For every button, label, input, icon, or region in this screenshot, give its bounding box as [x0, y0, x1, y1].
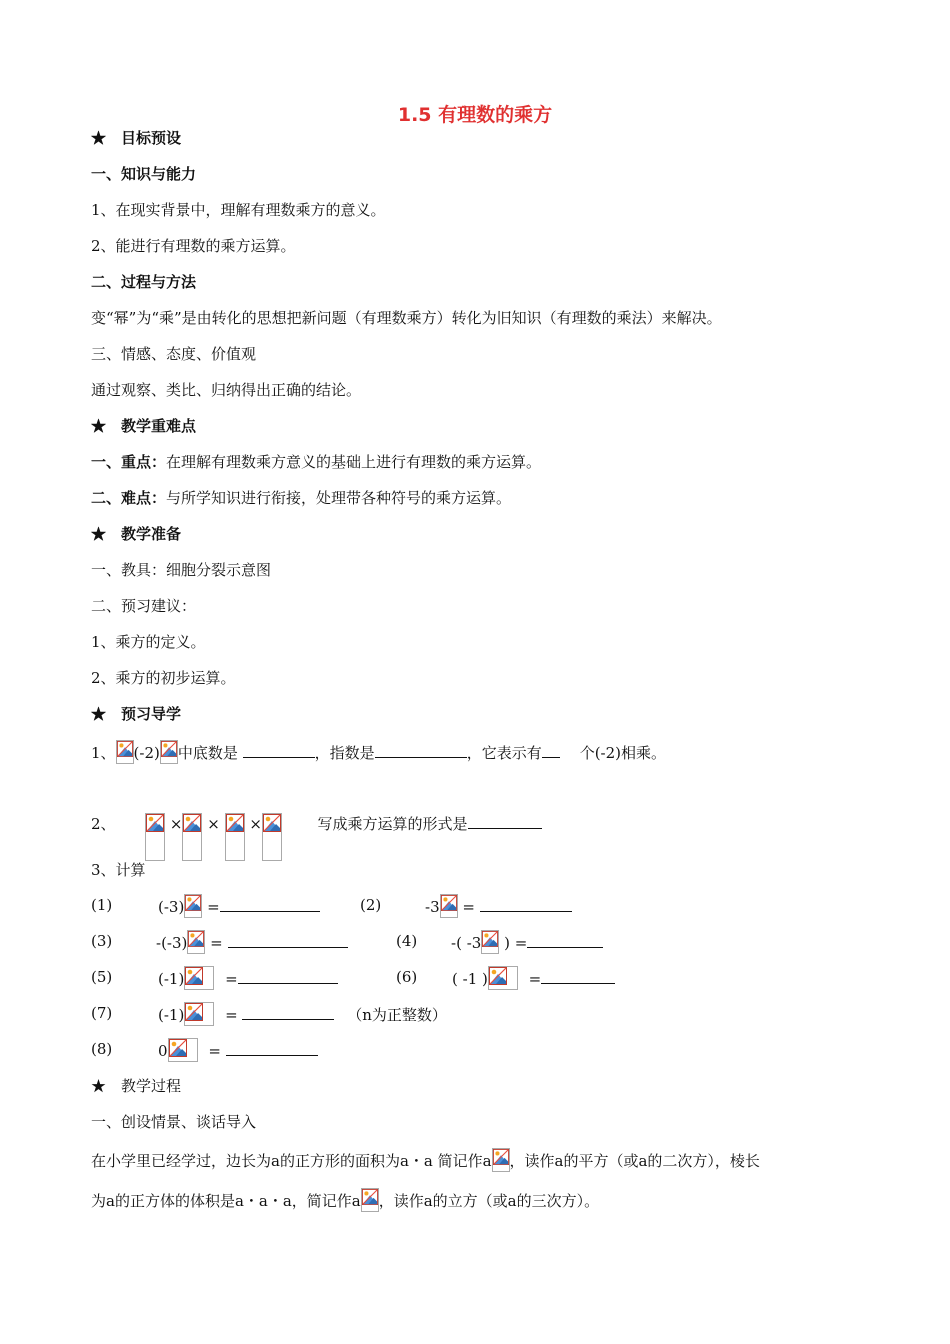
calc-expression: (-3) = — [158, 894, 320, 918]
broken-image-icon — [116, 740, 134, 764]
answer-blank[interactable] — [541, 967, 615, 984]
q1-prefix: 1、 — [91, 744, 116, 762]
broken-image-icon — [160, 740, 178, 764]
answer-blank[interactable] — [226, 1039, 318, 1056]
calc-expression: -3 = — [425, 894, 572, 918]
q1-rep: ，它表示有 — [466, 744, 542, 762]
intro-paragraph-line-1: 在小学里已经学过，边长为a的正方形的面积为a・a 简记作a ，读作a的平方（或a的二次方），棱长 — [91, 1148, 760, 1172]
answer-blank[interactable] — [542, 741, 560, 758]
times-sign: × — [169, 815, 183, 833]
preview-heading: ★ 预习导学 — [91, 705, 182, 723]
calc-expression: (-1) = （n为正整数） — [158, 1002, 447, 1026]
broken-image-icon — [184, 966, 214, 990]
answer-blank[interactable] — [468, 812, 542, 829]
broken-image-icon — [184, 894, 202, 918]
prep-item-2: 二、预习建议： — [91, 597, 197, 615]
key-point-row — [91, 452, 541, 472]
page-title: 1.5 有理数的乘方 — [397, 104, 553, 126]
prep-item-3: 1、乘方的定义。 — [91, 633, 206, 651]
answer-blank[interactable] — [220, 895, 320, 912]
q3-heading: 3、计算 — [91, 861, 146, 879]
q1-exp: ，指数是 — [314, 744, 375, 762]
broken-image-icon — [440, 894, 458, 918]
broken-image-icon — [481, 930, 499, 954]
prep-item-1: 一、教具：细胞分裂示意图 — [91, 561, 272, 579]
knowledge-heading: 一、知识与能力 — [91, 165, 197, 183]
q2-prefix: 2、 — [91, 815, 116, 833]
goals-heading: ★ 目标预设 — [91, 129, 182, 147]
prep-item-4: 2、乘方的初步运算。 — [91, 669, 236, 687]
calc-expression: (-1) = — [158, 966, 338, 990]
calc-number: (4) — [396, 932, 418, 950]
broken-image-icon — [168, 1038, 198, 1062]
key-point-text: 在理解有理数乘方意义的基础上进行有理数的乘方运算。 — [166, 453, 542, 471]
calc-number: (2) — [360, 896, 382, 914]
calc-number: (6) — [396, 968, 418, 986]
intro-paragraph-line-2: 为a的正方体的体积是a・a・a，简记作a ，读作a的立方（或a的三次方）。 — [91, 1188, 599, 1212]
answer-blank[interactable] — [228, 931, 348, 948]
key-point-label: 一、重点： — [91, 453, 167, 471]
calc-number: (5) — [91, 968, 113, 986]
calc-expression: -(-3) = — [156, 930, 348, 954]
broken-image-icon — [184, 1002, 214, 1026]
q1-mid: 中底数是 — [177, 744, 238, 762]
answer-blank[interactable] — [242, 1003, 334, 1020]
emotion-text: 通过观察、类比、归纳得出正确的结论。 — [91, 381, 362, 399]
broken-image-icon — [262, 813, 282, 861]
difficulty-label: 二、难点： — [91, 489, 167, 507]
process-text: 变“幂”为“乘”是由转化的思想把新问题（有理数乘方）转化为旧知识（有理数的乘法）来解决。 — [91, 309, 722, 327]
calc-number: (8) — [91, 1040, 113, 1058]
times-sign: × — [207, 815, 220, 833]
calc-number: (7) — [91, 1004, 113, 1022]
process-heading: 二、过程与方法 — [91, 273, 197, 291]
difficulty-row — [91, 488, 511, 508]
question-1 — [91, 740, 666, 764]
broken-image-icon — [145, 813, 165, 861]
broken-image-icon — [225, 813, 245, 861]
answer-blank[interactable] — [480, 895, 572, 912]
question-2 — [91, 812, 542, 861]
emotion-heading: 三、情感、态度、价值观 — [91, 345, 257, 363]
calc-number: (3) — [91, 932, 113, 950]
knowledge-item-2: 2、能进行有理数的乘方运算。 — [91, 237, 296, 255]
answer-blank[interactable] — [243, 741, 315, 758]
broken-image-icon — [492, 1148, 510, 1172]
knowledge-item-1: 1、在现实背景中，理解有理数乘方的意义。 — [91, 201, 386, 219]
answer-blank[interactable] — [238, 967, 338, 984]
process-main-heading: ★ 教学过程 — [91, 1077, 182, 1095]
calc-expression: -( -3 ) = — [451, 930, 603, 954]
prep-heading: ★ 教学准备 — [91, 525, 182, 543]
answer-blank[interactable] — [527, 931, 603, 948]
answer-blank[interactable] — [375, 741, 467, 758]
calc-expression: 0 = — [158, 1038, 318, 1062]
difficulty-text: 与所学知识进行衔接，处理带各种符号的乘方运算。 — [166, 489, 512, 507]
broken-image-icon — [182, 813, 202, 861]
intro-heading: 一、创设情景、谈话导入 — [91, 1113, 257, 1131]
broken-image-icon — [488, 966, 518, 990]
broken-image-icon — [187, 930, 205, 954]
times-sign: × — [249, 815, 262, 833]
q1-base: (-2) — [133, 744, 160, 762]
q1-end: 个(-2)相乘。 — [579, 744, 667, 762]
broken-image-icon — [361, 1188, 379, 1212]
calc-expression: ( -1 ) = — [452, 966, 615, 990]
key-heading: ★ 教学重难点 — [91, 417, 197, 435]
calc-number: (1) — [91, 896, 113, 914]
q2-text: 写成乘方运算的形式是 — [317, 815, 468, 833]
